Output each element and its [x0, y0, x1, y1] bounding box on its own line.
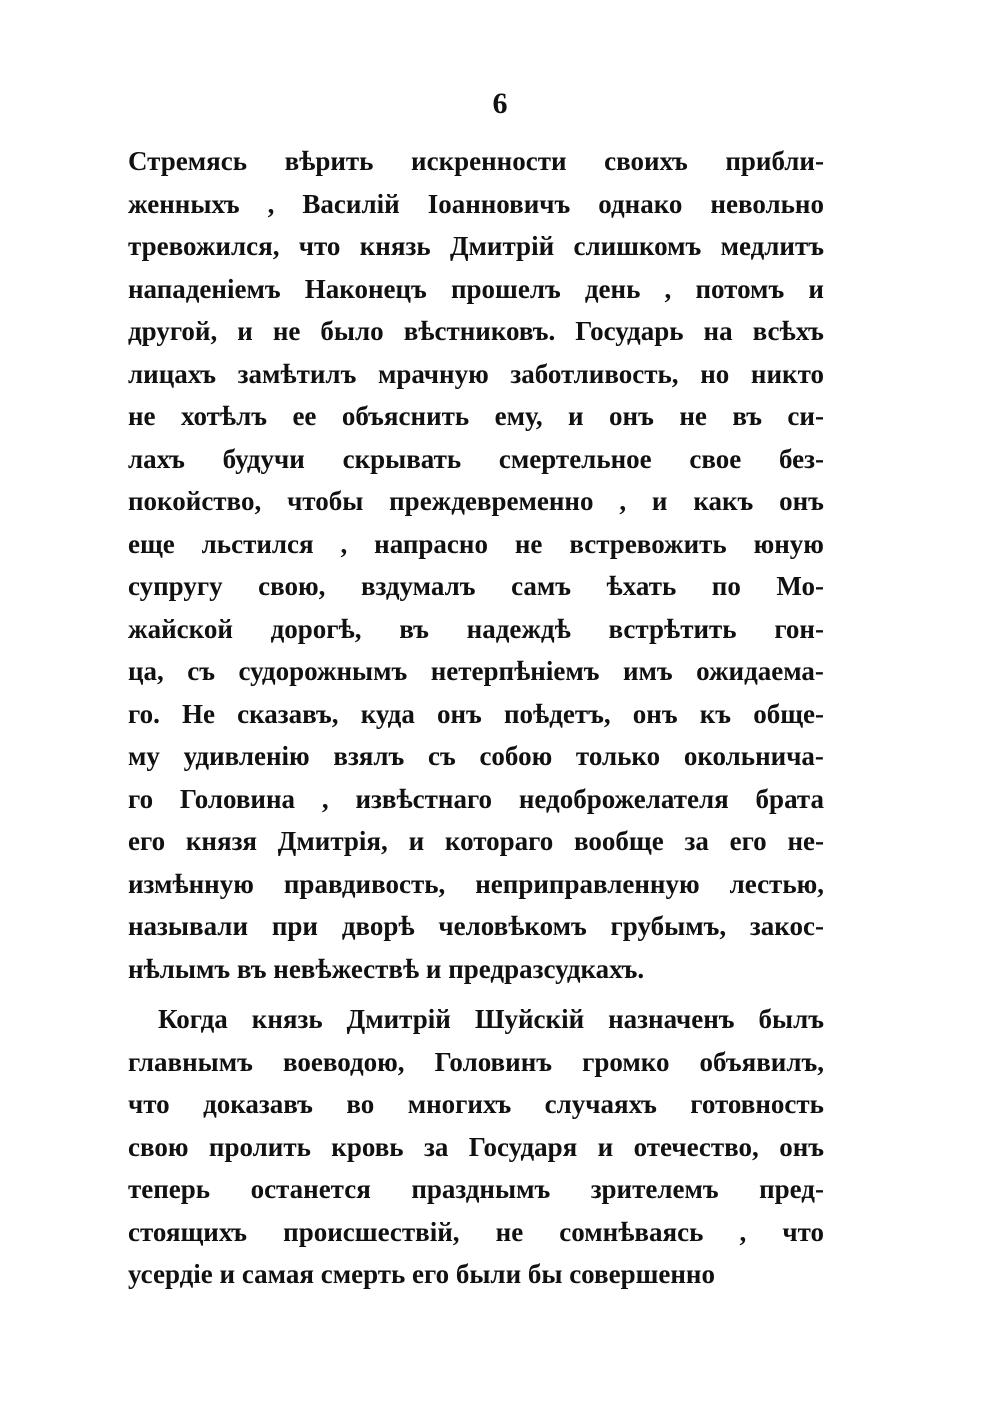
word: стоящихъ — [128, 1216, 248, 1247]
text-line — [128, 905, 824, 948]
word: на — [703, 316, 733, 346]
word: гон- — [774, 613, 824, 644]
word: встревожить — [569, 528, 727, 559]
word: происшествій, — [283, 1216, 460, 1247]
text-line — [128, 523, 824, 566]
text-line — [128, 480, 824, 523]
word: неприправленную — [475, 868, 700, 899]
word: замѣтилъ — [237, 358, 357, 389]
word: закос- — [749, 911, 824, 941]
word: Шуйскій — [474, 1004, 585, 1034]
word: женныхъ — [128, 188, 240, 219]
word: взялъ — [333, 741, 405, 771]
word: былъ — [758, 1004, 824, 1034]
text-line — [128, 998, 824, 1041]
word: обще- — [753, 698, 824, 729]
word: котораго — [444, 826, 554, 856]
word: и — [651, 486, 668, 516]
word: и — [568, 401, 584, 431]
word: заботливость, — [510, 358, 679, 389]
text-line — [128, 395, 824, 438]
text-line — [128, 1041, 824, 1084]
word: не — [679, 401, 707, 431]
word: съ — [428, 741, 456, 771]
text-line — [128, 735, 824, 778]
word: супругу — [128, 571, 223, 601]
word: Стремясь — [128, 146, 247, 176]
word: что — [128, 1089, 170, 1119]
word: му — [128, 741, 160, 771]
word: , — [739, 1216, 747, 1247]
word: Іоанновичъ — [427, 188, 571, 219]
word: мрачную — [377, 358, 489, 389]
word: прибли- — [725, 146, 824, 176]
word: си- — [787, 401, 824, 431]
word: самъ — [511, 571, 572, 601]
word: нетерпѣніемъ — [430, 656, 600, 686]
word: куда — [360, 698, 415, 729]
word: въ — [732, 401, 762, 431]
text-line — [128, 650, 824, 693]
word: свою, — [258, 571, 326, 601]
word: лестью, — [729, 868, 824, 899]
body-text — [128, 140, 824, 1296]
word: сказавъ, — [237, 698, 339, 729]
word: слишкомъ — [573, 231, 702, 261]
word: не- — [787, 826, 824, 856]
word: чтобы — [287, 486, 364, 516]
word: готовность — [690, 1089, 824, 1119]
word: вѣрить — [284, 146, 374, 176]
word: онъ — [779, 1131, 824, 1162]
paragraph-gap — [128, 990, 824, 998]
word: измѣнную — [128, 868, 254, 899]
text-line — [128, 1211, 824, 1254]
word: день — [584, 273, 641, 304]
word: смертельное — [498, 443, 652, 474]
word: хотѣлъ — [181, 401, 267, 431]
text-line — [128, 1168, 824, 1211]
word: онъ — [632, 698, 678, 729]
text-line — [128, 225, 824, 268]
word: что — [298, 231, 341, 261]
word: Дмитрій — [449, 231, 555, 261]
word: и — [597, 1131, 614, 1162]
word: главнымъ — [128, 1046, 253, 1077]
word: князя — [185, 826, 258, 856]
word: назначенъ — [608, 1004, 735, 1034]
word: всѣхъ — [752, 316, 824, 346]
word: и — [808, 273, 824, 304]
text-line — [128, 438, 824, 481]
word: покойство, — [128, 486, 262, 516]
word: еще — [128, 528, 175, 559]
text-line — [128, 1126, 824, 1169]
word: Мо- — [776, 571, 824, 601]
word: князь — [251, 1004, 323, 1034]
word: Наконецъ — [304, 273, 427, 304]
word: только — [575, 741, 661, 771]
word: ему, — [494, 401, 543, 431]
word: празднымъ — [411, 1174, 551, 1204]
word: онъ — [779, 486, 824, 516]
text-line — [128, 820, 824, 863]
word: невольно — [710, 188, 824, 219]
word: за — [423, 1131, 449, 1162]
word: Не — [182, 698, 215, 729]
word: , — [664, 273, 672, 304]
text-line — [128, 565, 824, 608]
word: свое — [689, 443, 742, 474]
word: случаяхъ — [544, 1089, 657, 1119]
word: его — [729, 826, 767, 856]
word: , — [619, 486, 627, 516]
word: Головина — [179, 783, 296, 814]
word: громко — [582, 1046, 670, 1077]
word: объяснить — [341, 401, 470, 431]
word: удивленію — [183, 741, 310, 771]
word: его — [128, 826, 166, 856]
word: прошелъ — [450, 273, 561, 304]
word: встрѣтить — [608, 613, 737, 644]
word: другой, — [128, 316, 218, 346]
word: потомъ — [695, 273, 785, 304]
word: го. — [128, 698, 160, 729]
word: вообще — [574, 826, 664, 856]
text-line — [128, 778, 824, 821]
word: къ — [699, 698, 732, 729]
word: и — [408, 826, 425, 856]
word: доказавъ — [203, 1089, 313, 1119]
word: въ — [399, 613, 429, 644]
paragraph — [128, 998, 824, 1296]
word: , — [267, 188, 275, 219]
word: человѣкомъ — [438, 911, 587, 941]
word: , — [321, 783, 329, 814]
word: теперь — [128, 1174, 211, 1204]
word: надеждѣ — [466, 613, 571, 644]
word: своихъ — [604, 146, 688, 176]
word: вѣстниковъ. — [403, 316, 556, 346]
word: будучи — [222, 443, 305, 474]
word: не — [272, 316, 301, 346]
word: что — [782, 1216, 824, 1247]
text-line: усердіе и самая смерть его были бы совершенно — [128, 1259, 715, 1289]
word: лицахъ — [128, 358, 216, 389]
page-number: 6 — [492, 87, 508, 120]
word: тревожился, — [128, 231, 280, 261]
text-line — [128, 310, 824, 353]
word: скрывать — [342, 443, 462, 474]
word: поѣдетъ, — [503, 698, 611, 729]
word: не — [514, 528, 543, 559]
word: многихъ — [407, 1089, 512, 1119]
text-line — [128, 353, 824, 396]
word: грубымъ, — [610, 911, 727, 941]
word: дворѣ — [341, 911, 415, 941]
word: называли — [128, 911, 249, 941]
word: медлитъ — [720, 231, 824, 261]
word: правдивость, — [283, 868, 446, 899]
word: го — [128, 783, 154, 814]
paragraph — [128, 140, 824, 990]
word: Когда — [158, 1004, 228, 1034]
word: кровь — [331, 1131, 404, 1162]
word: окольнича- — [683, 741, 824, 771]
word: нападеніемъ — [128, 273, 281, 304]
word: Государя — [468, 1131, 578, 1162]
word: Головинъ — [434, 1046, 552, 1077]
text-line — [128, 863, 824, 906]
word: по — [711, 571, 741, 601]
word: при — [271, 911, 318, 941]
text-line: нѣлымъ въ невѣжествѣ и предразсудкахъ. — [128, 953, 645, 984]
word: , — [340, 528, 348, 559]
word: преждевременно — [389, 486, 594, 516]
word: пред- — [759, 1174, 824, 1204]
word: брата — [755, 783, 824, 814]
word: недоброжелателя — [518, 783, 729, 814]
word: ее — [292, 401, 317, 431]
text-line — [128, 140, 824, 183]
word: отечество, — [633, 1131, 759, 1162]
word: ѣхать — [606, 571, 677, 601]
word: не — [495, 1216, 524, 1247]
word: напрасно — [374, 528, 488, 559]
word: онъ — [437, 698, 482, 729]
text-line — [128, 608, 824, 651]
word: но — [700, 358, 730, 389]
text-line — [128, 1083, 824, 1126]
word: лахъ — [128, 443, 185, 474]
word: пролить — [208, 1131, 311, 1162]
word: было — [320, 316, 384, 346]
word: князь — [359, 231, 431, 261]
word: во — [346, 1089, 375, 1119]
word: однако — [598, 188, 683, 219]
word: Государь — [575, 316, 684, 346]
word: собою — [479, 741, 553, 771]
word: юную — [753, 528, 824, 559]
text-line — [128, 268, 824, 311]
word: свою — [128, 1131, 189, 1162]
word: онъ — [609, 401, 654, 431]
word: сомнѣваясь — [559, 1216, 704, 1247]
word: дорогѣ, — [270, 613, 362, 644]
word: и — [237, 316, 253, 346]
word: искренности — [411, 146, 567, 176]
word: Дмитрій — [346, 1004, 451, 1034]
text-line — [128, 183, 824, 226]
word: ца, — [128, 656, 164, 686]
word: судорожнымъ — [238, 656, 408, 686]
word: без- — [779, 443, 824, 474]
word: Василій — [302, 188, 400, 219]
word: вздумалъ — [360, 571, 476, 601]
word: извѣстнаго — [355, 783, 493, 814]
word: останется — [250, 1174, 371, 1204]
word: зрителемъ — [590, 1174, 719, 1204]
word: не — [128, 401, 156, 431]
word: съ — [187, 656, 216, 686]
word: имъ — [622, 656, 673, 686]
word: за — [684, 826, 709, 856]
word: льстился — [201, 528, 314, 559]
word: никто — [750, 358, 824, 389]
word: воеводою, — [282, 1046, 405, 1077]
word: объявилъ, — [699, 1046, 824, 1077]
word: ожидаема- — [696, 656, 824, 686]
word: какъ — [693, 486, 754, 516]
text-line — [128, 693, 824, 736]
word: Дмитрія, — [277, 826, 388, 856]
word: жайской — [128, 613, 233, 644]
